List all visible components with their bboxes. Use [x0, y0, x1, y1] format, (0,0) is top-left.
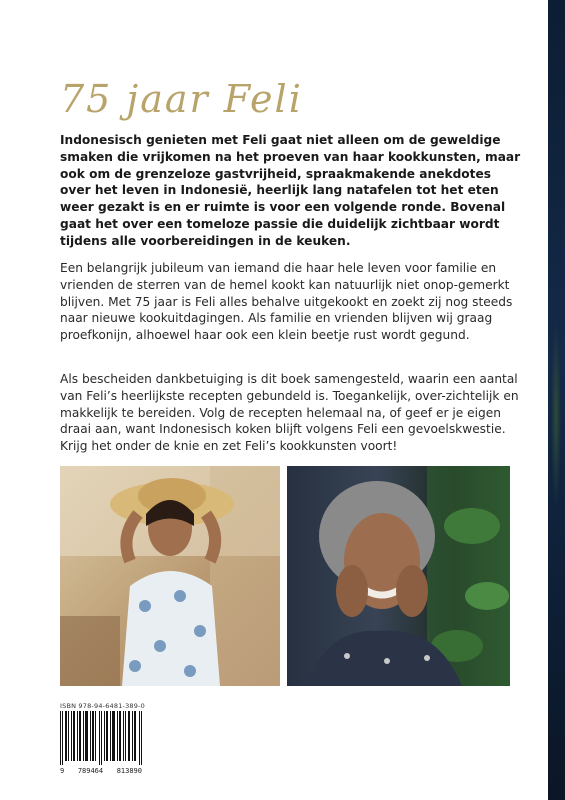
barcode-digits [60, 767, 142, 775]
barcode-lead-digit: 9 [60, 767, 65, 775]
book-spine-edge [548, 0, 565, 800]
barcode-icon [60, 711, 142, 765]
barcode-group-2: 813890 [116, 767, 142, 775]
book-title: 75 jaar Feli [60, 77, 303, 122]
body-paragraph-2: Een belangrijk jubileum van iemand die haar hele leven voor familie en vrienden de sterren van de hemel kookt kan natuurlijk niet onop-gemerkt blijven. Met 75 jaar is Feli alles behalve uitgekookt en zoekt zij nog steeds naar nieuwe kookuitdagingen. Als familie en vrienden blijven wij graag proefkonijn, alhoewel haar ook een klein beetje rust wordt gegund. [60, 261, 513, 343]
barcode-group-1: 789464 [77, 767, 104, 775]
vintage-portrait-photo [60, 466, 280, 686]
vintage-portrait-illustration [60, 466, 280, 686]
intro-paragraph: Indonesisch genieten met Feli gaat niet alleen om de geweldige smaken die vrijkomen na het proeven van haar kookkunsten, maar ook om de grenzeloze gastvrijheid, spraakmakende anekdotes over het leven in Indonesië, heerlijk lang natafelen tot het eten weer gezakt is en er ruimte is voor een volgende ronde. Bovenal gaat het over een tomeloze passie die duidelijk zichtbaar wordt tijdens alle voorbereidingen in de keuken. [60, 133, 521, 248]
body-paragraph-3: Als bescheiden dankbetuiging is dit boek samengesteld, waarin een aantal van Feli’s heerlijkste recepten gebundeld is. Toegankelijk, over-zichtelijk en makkelijk te bereiden. Volg de recepten helemaal na, of geef er je eigen draai aan, want Indonesisch koken blijft volgens Feli een gevoelskwestie. Krijg het onder de knie en zet Feli’s kookkunsten voort! [60, 372, 519, 454]
isbn-text: ISBN 978-94-6481-389-0 [60, 702, 145, 710]
elderly-portrait-illustration [287, 466, 510, 686]
elderly-portrait-photo [287, 466, 510, 686]
